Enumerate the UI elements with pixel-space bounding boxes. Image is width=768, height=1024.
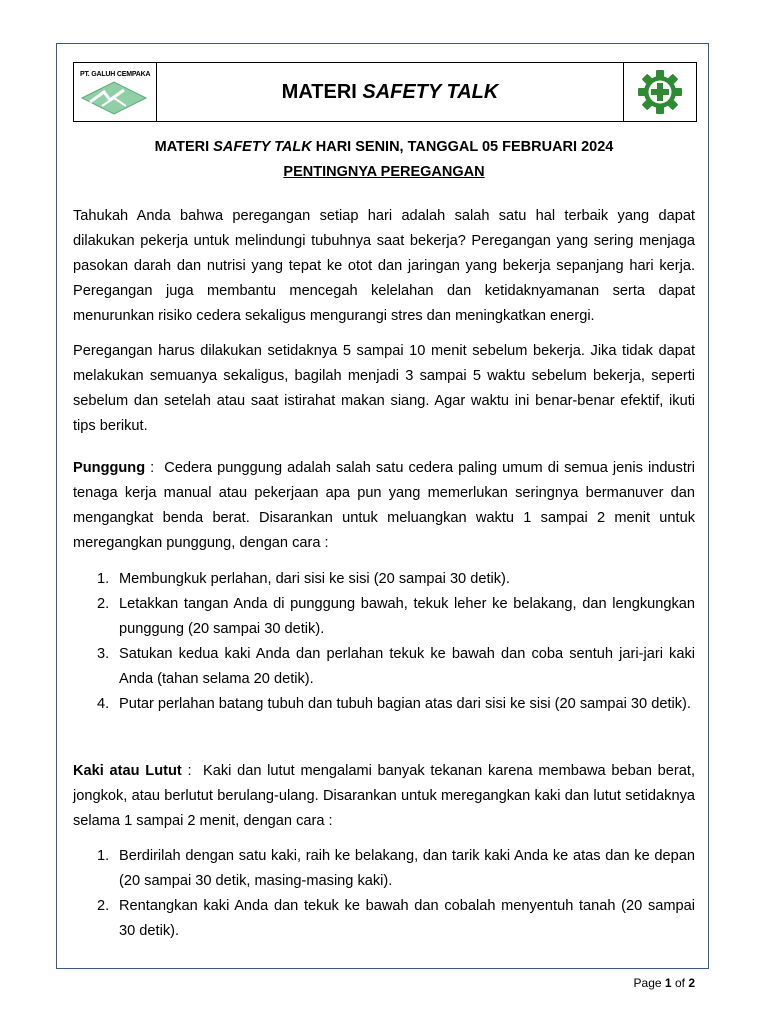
list-number: 3. xyxy=(97,646,110,662)
list-text: Satukan kedua kaki Anda dan perlahan tekuk ke bawah dan coba sentuh jari-jari kaki Anda (tahan selama 20 detik). xyxy=(119,646,695,687)
punggung-list xyxy=(73,567,695,717)
title-italic: SAFETY TALK xyxy=(362,80,499,103)
list-text: Putar perlahan batang tubuh dan tubuh bagian atas dari sisi ke sisi (20 sampai 30 detik). xyxy=(119,696,691,712)
heading-date: HARI SENIN, TANGGAL 05 FEBRUARI 2024 xyxy=(311,139,614,155)
list-number: 1. xyxy=(97,571,110,587)
company-logo-cell xyxy=(74,63,157,121)
list-text: Membungkuk perlahan, dari sisi ke sisi (20 sampai 30 detik). xyxy=(119,571,510,587)
kaki-label: Kaki atau Lutut xyxy=(73,763,182,779)
safety-talk-date-heading xyxy=(73,139,695,155)
page-of: of xyxy=(674,976,685,990)
list-number: 2. xyxy=(97,898,110,914)
company-name: PT. GALUH CEMPAKA xyxy=(80,71,151,78)
punggung-label: Punggung xyxy=(73,460,146,476)
list-text: Letakkan tangan Anda di punggung bawah, tekuk leher ke belakang, dan lengkungkan punggung (20 sampai 30 detik). xyxy=(119,596,695,637)
list-number: 2. xyxy=(97,596,110,612)
list-text: Berdirilah dengan satu kaki, raih ke belakang, dan tarik kaki Anda ke atas dan ke depan (20 sampai 30 detik, masing-masing kaki). xyxy=(119,848,695,889)
heading-italic: SAFETY TALK xyxy=(213,139,312,155)
topic-heading: PENTINGNYA PEREGANGAN xyxy=(283,164,485,180)
list-item xyxy=(73,592,695,642)
list-item xyxy=(73,567,695,592)
header-table xyxy=(73,62,697,122)
timing-paragraph: Peregangan harus dilakukan setidaknya 5 sampai 10 menit sebelum bekerja. Jika tidak dapat melakukan semuanya sekaligus, bagilah menjadi 3 sampai 5 waktu sebelum bekerja, seperti sebelum dan setelah atau saat istirahat makan siang. Agar waktu ini benar-benar efektif, ikuti tips berikut. xyxy=(73,343,695,434)
page-number xyxy=(634,976,695,990)
punggung-paragraph xyxy=(73,456,700,556)
list-text: Rentangkan kaki Anda dan tekuk ke bawah dan cobalah menyentuh tanah (20 sampai 30 detik). xyxy=(119,898,695,939)
kaki-text: : Kaki dan lutut mengalami banyak tekanan karena membawa beban berat, jongkok, atau berlutut berulang-ulang. Disarankan untuk meregangkan kaki dan lutut setidaknya selama 1 sampai 2 menit, dengan cara : xyxy=(73,763,700,829)
list-item xyxy=(73,642,695,692)
list-item xyxy=(73,844,695,894)
safety-icon-cell xyxy=(623,63,696,121)
list-item xyxy=(73,894,695,944)
company-logo-icon xyxy=(80,80,148,116)
intro-paragraph: Tahukah Anda bahwa peregangan setiap hari adalah salah satu hal terbaik yang dapat dilakukan pekerja untuk melindungi tubuhnya saat bekerja? Peregangan yang sering menjaga pasokan darah dan nutrisi yang tepat ke otot dan jaringan yang bekerja sepanjang hari kerja. Peregangan juga membantu mencegah kelelahan dan ketidaknyamanan serta dapat menurunkan risiko cedera sekaligus mengurangi stres dan meningkatkan energi. xyxy=(73,208,695,324)
page-current: 1 xyxy=(664,976,672,990)
safety-gear-cross-icon xyxy=(637,69,683,115)
kaki-paragraph xyxy=(73,759,700,834)
document-title xyxy=(157,63,623,121)
list-item xyxy=(73,692,695,717)
list-number: 4. xyxy=(97,696,110,712)
page-word: Page xyxy=(633,976,662,990)
page-total: 2 xyxy=(688,976,695,990)
kaki-list xyxy=(73,844,695,944)
title-plain: MATERI xyxy=(281,80,363,103)
punggung-text: : Cedera punggung adalah salah satu cedera paling umum di semua jenis industri tenaga kerja manual atau pekerjaan apa pun yang memerlukan seringnya bermanuver dan mengangkat benda berat. Disarankan untuk meluangkan waktu 1 sampai 2 menit untuk meregangkan punggung, dengan cara : xyxy=(73,460,700,551)
list-number: 1. xyxy=(97,848,110,864)
heading-prefix: MATERI xyxy=(154,139,214,155)
